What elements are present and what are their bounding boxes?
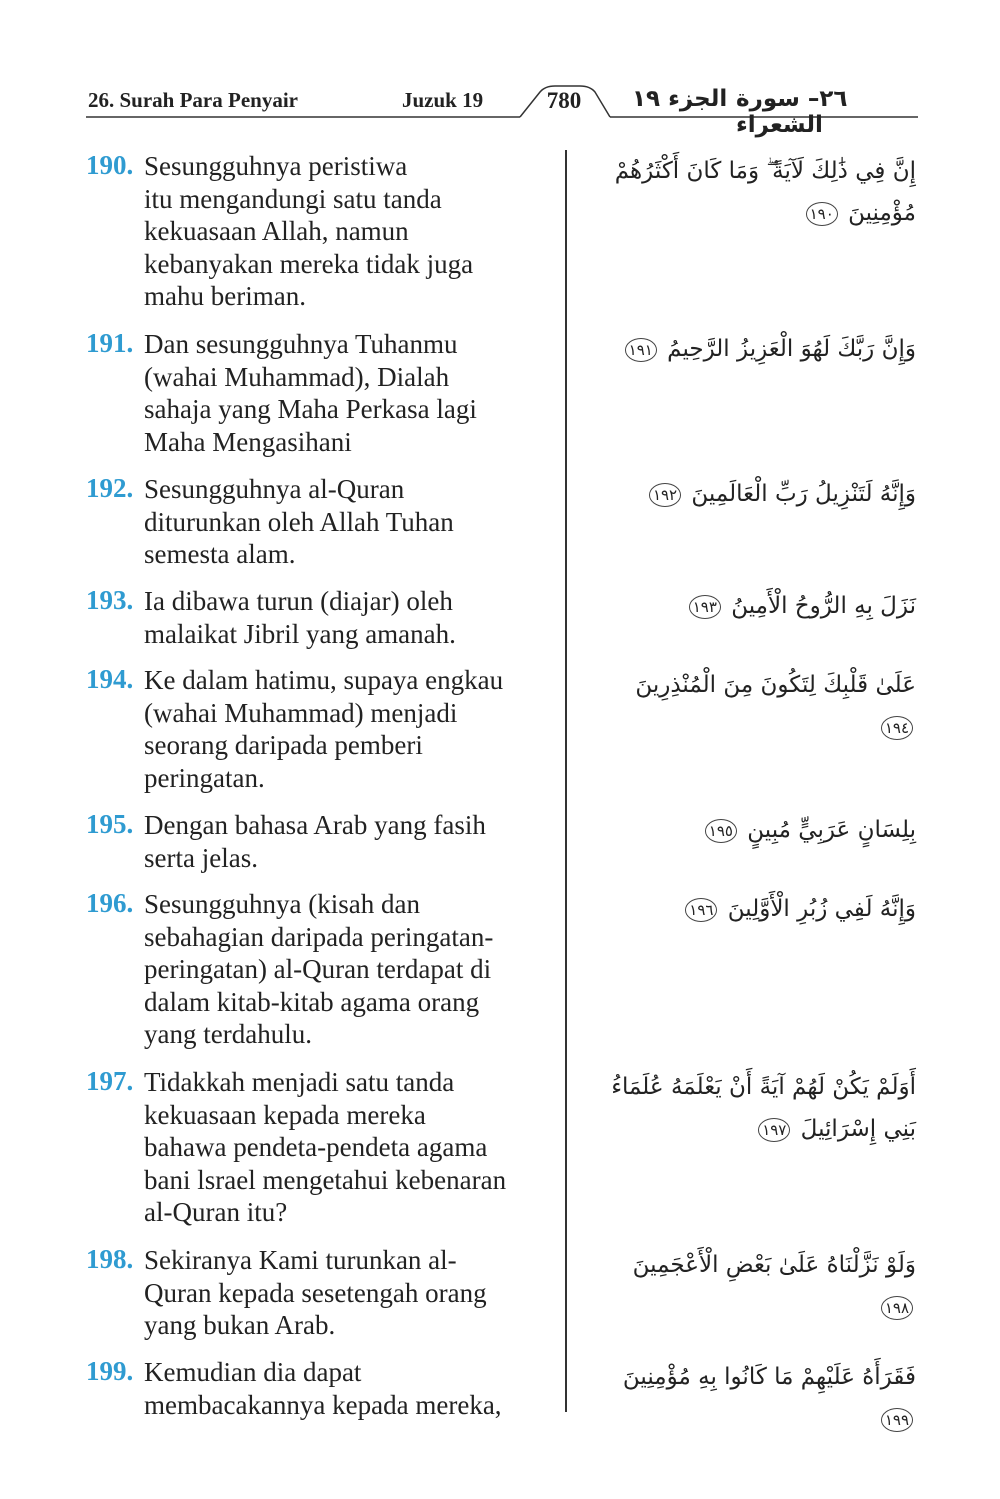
translation-line: Maha Mengasihani xyxy=(144,426,352,457)
translation-line: serta jelas. xyxy=(144,842,258,873)
translation-line: Kemudian dia dapat xyxy=(144,1357,362,1387)
verse-translation xyxy=(144,664,554,794)
translation-line: bani lsrael mengetahui kebenaran xyxy=(144,1164,507,1195)
verse-translation xyxy=(144,1066,554,1229)
column-divider xyxy=(565,150,567,1412)
ayah-number-marker: ١٩٩ xyxy=(881,1408,913,1432)
page-number: 780 xyxy=(546,88,582,113)
translation-line: Sesungguhnya (kisah dan xyxy=(144,889,420,919)
ayah-number-marker: ١٩٨ xyxy=(881,1296,913,1320)
translation-line: Tidakkah menjadi satu tanda xyxy=(144,1067,455,1097)
translation-line: peringatan) al-Quran terdapat di xyxy=(144,954,492,985)
translation-line: yang terdahulu. xyxy=(144,1019,312,1050)
arabic-text: عَلَىٰ قَلْبِكَ لِتَكُونَ مِنَ الْمُنْذِرِينَ xyxy=(635,672,916,698)
translation-line: malaikat Jibril yang amanah. xyxy=(144,618,456,649)
arabic-text: أَوَلَمْ يَكُنْ لَهُمْ آيَةً أَنْ يَعْلَمَهُ عُلَمَاءُ بَنِي إِسْرَائِيلَ xyxy=(611,1074,916,1142)
translation-line: peringatan. xyxy=(144,762,265,793)
translation-line: Dan sesungguhnya Tuhanmu xyxy=(144,329,458,359)
verse-number: 195. xyxy=(86,809,134,839)
translation-line: Sesungguhnya peristiwa xyxy=(144,151,408,181)
translation-line: al-Quran itu? xyxy=(144,1197,288,1228)
page-header xyxy=(0,0,1000,138)
verse-number: 193. xyxy=(86,585,134,615)
verse-number: 194. xyxy=(86,664,134,694)
arabic-text: نَزَلَ بِهِ الرُّوحُ الْأَمِينُ xyxy=(731,593,916,619)
translation-line: seorang daripada pemberi xyxy=(144,730,423,761)
translation-line: sebahagian daripada peringatan- xyxy=(144,921,494,952)
arabic-text: بِلِسَانٍ عَرَبِيٍّ مُبِينٍ xyxy=(747,817,916,843)
verse-arabic xyxy=(590,328,916,370)
translation-line: sahaja yang Maha Perkasa lagi xyxy=(144,394,477,425)
verse-number: 197. xyxy=(86,1066,134,1096)
translation-line: yang bukan Arab. xyxy=(144,1310,336,1341)
translation-line: bahawa pendeta-pendeta agama xyxy=(144,1132,488,1163)
translation-line: Sesungguhnya al-Quran xyxy=(144,474,405,504)
juz-label-arabic: الجزء ١٩ xyxy=(632,86,728,112)
translation-line: kebanyakan mereka tidak juga xyxy=(144,248,474,279)
verse-translation xyxy=(144,809,554,874)
verse-translation xyxy=(144,888,554,1051)
translation-line: membacakannya kepada mereka, xyxy=(144,1389,502,1420)
arabic-text: وَإِنَّهُ لَتَنْزِيلُ رَبِّ الْعَالَمِينَ xyxy=(691,481,916,507)
translation-line: Ke dalam hatimu, supaya engkau xyxy=(144,665,504,695)
translation-line: Quran kepada sesetengah orang xyxy=(144,1277,487,1308)
translation-line: diturunkan oleh Allah Tuhan xyxy=(144,506,454,537)
surah-title-latin: 26. Surah Para Penyair xyxy=(88,88,298,112)
translation-line: mahu beriman. xyxy=(144,281,306,312)
verse-number: 198. xyxy=(86,1244,134,1274)
verse-translation xyxy=(144,1244,554,1342)
translation-line: kekuasaan Allah, namun xyxy=(144,216,409,247)
arabic-text: وَإِنَّهُ لَفِي زُبُرِ الْأَوَّلِينَ xyxy=(727,896,916,922)
verse-arabic xyxy=(590,664,916,748)
translation-line: Ia dibawa turun (diajar) oleh xyxy=(144,586,453,616)
ayah-number-marker: ١٩٤ xyxy=(881,716,913,740)
verse-arabic xyxy=(590,888,916,930)
verse-translation xyxy=(144,1356,554,1421)
ayah-number-marker: ١٩٢ xyxy=(649,483,681,507)
translation-line: Dengan bahasa Arab yang fasih xyxy=(144,810,486,840)
ayah-number-marker: ١٩١ xyxy=(625,338,657,362)
verse-number: 192. xyxy=(86,473,134,503)
translation-line: semesta alam. xyxy=(144,539,296,570)
verse-translation xyxy=(144,328,554,458)
arabic-text: وَإِنَّ رَبَّكَ لَهُوَ الْعَزِيزُ الرَّحِيمُ xyxy=(667,336,916,362)
translation-line: kekuasaan kepada mereka xyxy=(144,1099,426,1130)
ayah-number-marker: ١٩٣ xyxy=(689,595,721,619)
verse-number: 191. xyxy=(86,328,134,358)
verse-number: 190. xyxy=(86,150,134,180)
translation-line: dalam kitab-kitab agama orang xyxy=(144,986,480,1017)
verse-number: 196. xyxy=(86,888,134,918)
verse-translation xyxy=(144,585,554,650)
verse-arabic xyxy=(590,150,916,234)
translation-line: (wahai Muhammad) menjadi xyxy=(144,697,458,728)
verse-number: 199. xyxy=(86,1356,134,1386)
ayah-number-marker: ١٩٥ xyxy=(705,819,737,843)
arabic-text: فَقَرَأَهُ عَلَيْهِمْ مَا كَانُوا بِهِ مُؤْمِنِينَ xyxy=(622,1364,916,1390)
translation-line: (wahai Muhammad), Dialah xyxy=(144,361,450,392)
verse-translation xyxy=(144,150,554,313)
verse-arabic xyxy=(590,1356,916,1440)
juz-label-latin: Juzuk 19 xyxy=(402,88,484,112)
ayah-number-marker: ١٩٦ xyxy=(685,898,717,922)
arabic-text: وَلَوْ نَزَّلْنَاهُ عَلَىٰ بَعْضِ الْأَعْجَمِينَ xyxy=(632,1252,916,1278)
arabic-text: إِنَّ فِي ذَٰلِكَ لَآيَةً ۖ وَمَا كَانَ أَكْثَرُهُمْ مُؤْمِنِينَ xyxy=(614,158,916,226)
verse-translation xyxy=(144,473,554,571)
ayah-number-marker: ١٩٠ xyxy=(806,202,838,226)
translation-line: Sekiranya Kami turunkan al- xyxy=(144,1245,457,1275)
verse-arabic xyxy=(590,1066,916,1150)
verse-arabic xyxy=(590,1244,916,1328)
ayah-number-marker: ١٩٧ xyxy=(758,1118,790,1142)
verse-arabic xyxy=(590,585,916,627)
verse-arabic xyxy=(590,473,916,515)
surah-title-arabic: ٢٦– سورة الشعراء xyxy=(736,86,848,138)
verse-arabic xyxy=(590,809,916,851)
translation-line: itu mengandungi satu tanda xyxy=(144,183,442,214)
